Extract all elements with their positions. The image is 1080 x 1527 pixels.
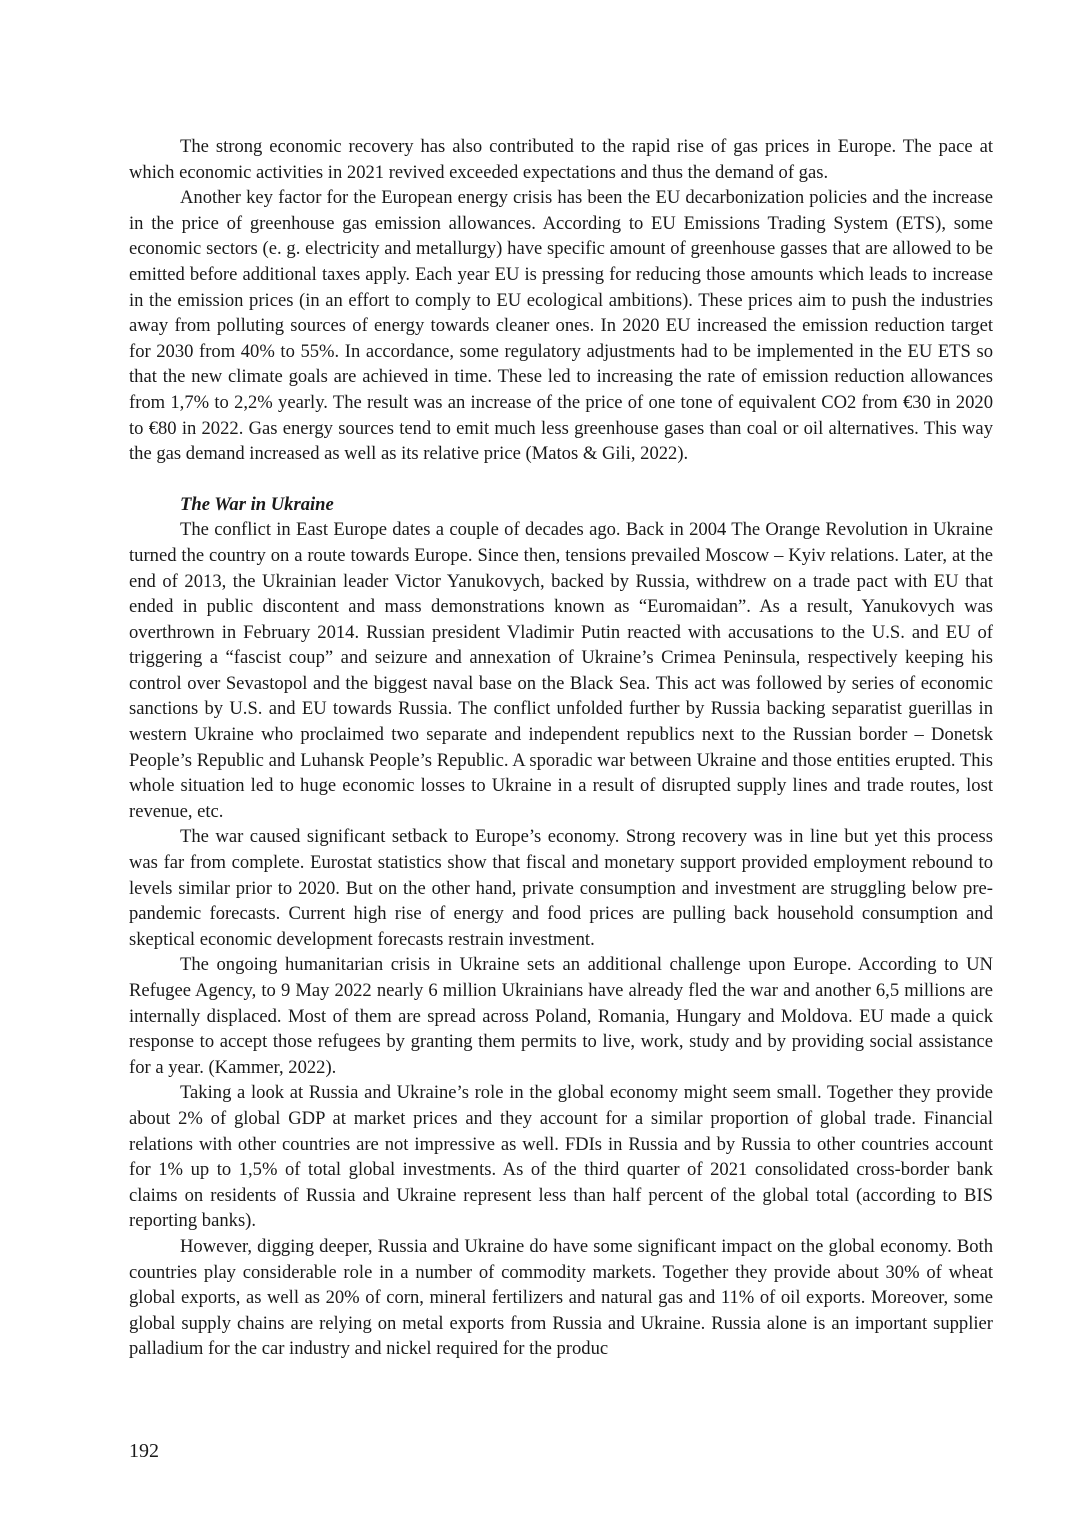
paragraph-global-economy-role: Taking a look at Russia and Ukraine’s role in the global economy might seem small. Together they provide about 2% of global GDP at market prices and they account for a similar proportion of global trade. Financial relations with other countries are not impressive as well. FDIs in Russia and by Russia to other countries account for 1% up to 1,5% of total global investments. As of the third quarter of 2021 consolidated cross-border bank claims on residents of Russia and Ukraine represent less than half percent of the global total (according to BIS reporting banks). — [129, 1082, 993, 1232]
paragraph-conflict-history: The conflict in East Europe dates a couple of decades ago. Back in 2004 The Orange Revolution in Ukraine turned the country on a route towards Europe. Since then, tensions prevailed Moscow – Kyiv relations. Later, at the end of 2013, the Ukrainian leader Victor Yanukovych, backed by Russia, withdrew on a trade pact with EU that ended in public discontent and mass demonstrations known as “Euromaidan”. As a result, Yanukovych was overthrown in February 2014. Russian president Vladimir Putin reacted with accusations to the U.S. and EU of triggering a “fascist coup” and seizure and annexation of Ukraine’s Crimea Peninsula, respectively keeping his control over Sevastopol and the biggest naval base on the Black Sea. This act was followed by series of economic sanctions by U.S. and EU towards Russia. The conflict unfolded further by Russia backing separatist guerillas in western Ukraine who proclaimed two separate and independent republics next to the Russian border – Donetsk People’s Republic and Luhansk People’s Republic. A sporadic war between Ukraine and those entities erupted. This whole situation led to huge economic losses to Ukraine in a result of disrupted supply lines and trade routes, lost revenue, etc. — [129, 519, 993, 822]
section-heading: The War in Ukraine — [180, 493, 334, 515]
page-body — [129, 134, 993, 1362]
section-spacer — [129, 467, 993, 492]
paragraph-war-setback: The war caused significant setback to Europe’s economy. Strong recovery was in line but yet this process was far from complete. Eurostat statistics show that fiscal and monetary support provided employment rebound to levels similar prior to 2020. But on the other hand, private consumption and investment are struggling below pre-pandemic forecasts. Current high rise of energy and food prices are pulling back household consumption and skeptical economic development forecasts restrain investment. — [129, 826, 993, 950]
paragraph-gas-recovery: The strong economic recovery has also contributed to the rapid rise of gas prices in Europe. The pace at which economic activities in 2021 revived exceeded expectations and thus the demand of gas. — [129, 136, 993, 183]
paragraph-decarbonization: Another key factor for the European energy crisis has been the EU decarbonization policies and the increase in the price of greenhouse gas emission allowances. According to EU Emissions Trading System (ETS), some economic sectors (e. g. electricity and metallurgy) have specific amount of greenhouse gasses that are allowed to be emitted before additional taxes apply. Each year EU is pressing for reducing those amounts which leads to increase in the emission prices (in an effort to comply to EU ecological ambitions). These prices aim to push the industries away from polluting sources of energy towards cleaner ones. In 2020 EU increased the emission reduction target for 2030 from 40% to 55%. In accordance, some regulatory adjustments had to be implemented in the EU ETS so that the new climate goals are achieved in time. These led to increasing the rate of emission reduction allowances from 1,7% to 2,2% yearly. The result was an increase of the price of one tone of equivalent CO2 from €30 in 2020 to €80 in 2022. Gas energy sources tend to emit much less greenhouse gases than coal or oil alternatives. This way the gas demand increased as well as its relative price (Matos & Gili, 2022). — [129, 187, 993, 465]
paragraph-commodity-impact: However, digging deeper, Russia and Ukraine do have some significant impact on the global economy. Both countries play considerable role in a number of commodity markets. Together they provide about 30% of wheat global exports, as well as 20% of corn, mineral fertilizers and natural gas and 11% of oil exports. Moreover, some global supply chains are relying on metal exports from Russia and Ukraine. Russia alone is an important supplier palladium for the car industry and nickel required for the produc — [129, 1235, 993, 1360]
paragraph-humanitarian-crisis: The ongoing humanitarian crisis in Ukraine sets an additional challenge upon Europe. According to UN Refugee Agency, to 9 May 2022 nearly 6 million Ukrainians have already fled the war and another 6,5 millions are internally displaced. Most of them are spread across Poland, Romania, Hungary and Moldova. EU made a quick response to accept those refugees by granting them permits to live, work, study and by providing social assistance for a year. (Kammer, 2022). — [129, 954, 993, 1078]
page-number: 192 — [129, 1440, 159, 1462]
